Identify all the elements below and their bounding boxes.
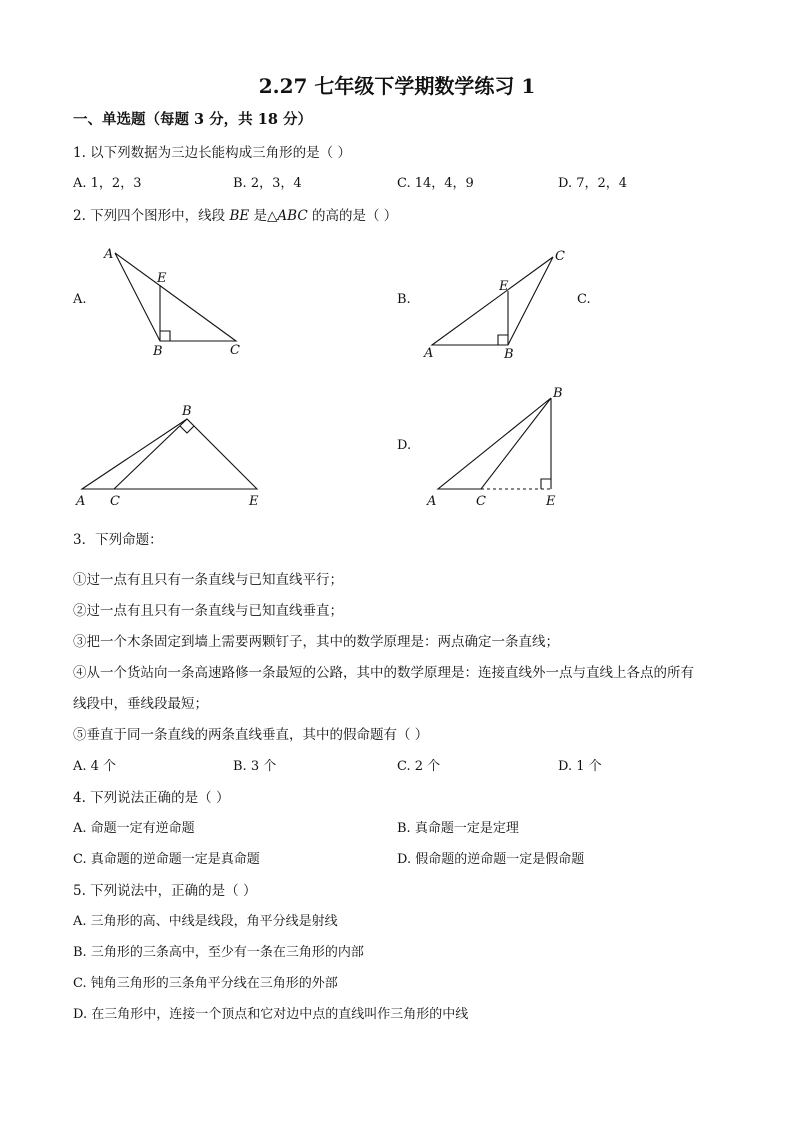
q4-option-a: A. 命题一定有逆命题 <box>73 821 195 836</box>
q4-option-b: B. 真命题一定是定理 <box>397 821 519 836</box>
q3-option-a: A. 4 个 <box>73 759 117 774</box>
q5-option-a: A. 三角形的高、中线是线段，角平分线是射线 <box>73 914 338 929</box>
q5-option-c: C. 钝角三角形的三条角平分线在三角形的外部 <box>73 976 338 991</box>
q4-option-c: C. 真命题的逆命题一定是真命题 <box>73 852 260 867</box>
q1-option-d: D. 7，2，4 <box>558 176 628 191</box>
fig-a-point-e: E <box>157 271 167 286</box>
fig-a-point-a: A <box>104 247 114 262</box>
q3-option-d: D. 1 个 <box>558 759 602 774</box>
q3-option-b: B. 3 个 <box>233 759 277 774</box>
q5-option-b: B. 三角形的三条高中，至少有一条在三角形的内部 <box>73 945 364 960</box>
page-title: 2.27 七年级下学期数学练习 1 <box>258 74 536 98</box>
q2-stem-segment: BE <box>229 208 250 224</box>
q2-label-b: B. <box>397 292 411 307</box>
fig-c-point-a: A <box>76 494 86 509</box>
q2-stem-triangle: △ABC <box>267 208 308 224</box>
fig-d-point-b: B <box>553 386 563 401</box>
q1-option-b: B. 2，3，4 <box>233 176 302 191</box>
q4-stem: 4. 下列说法正确的是（ ） <box>73 790 230 806</box>
fig-c-point-e: E <box>249 494 259 509</box>
section-heading: 一、单选题（每题 3 分，共 18 分） <box>73 111 312 128</box>
fig-b-point-c: C <box>555 249 565 264</box>
fig-c-point-c: C <box>110 494 120 509</box>
q5-stem: 5. 下列说法中，正确的是（ ） <box>73 883 257 899</box>
q1-option-c: C. 14，4，9 <box>397 176 474 191</box>
q2-stem-mid: 是 <box>249 208 268 224</box>
fig-b-point-e: E <box>499 279 509 294</box>
q3-stem: 3．下列命题： <box>73 532 163 548</box>
q2-stem-after: 的高的是（ ） <box>307 208 398 224</box>
fig-c-point-b: B <box>182 404 192 419</box>
fig-a-point-c: C <box>230 343 240 358</box>
q2-stem-before: 2. 下列四个图形中，线段 <box>73 208 230 224</box>
q3-item-2: ②过一点有且只有一条直线与已知直线垂直； <box>73 603 343 619</box>
q3-item-3: ③把一个木条固定到墙上需要两颗钉子，其中的数学原理是：两点确定一条直线； <box>73 634 559 650</box>
q2-label-d: D. <box>397 438 412 453</box>
q3-item-4-cont: 线段中，垂线段最短； <box>73 696 208 712</box>
fig-a-point-b: B <box>153 344 163 359</box>
q3-option-c: C. 2 个 <box>397 759 441 774</box>
q4-option-d: D. 假命题的逆命题一定是假命题 <box>397 852 585 867</box>
q3-item-4: ④从一个货站向一条高速路修一条最短的公路，其中的数学原理是：连接直线外一点与直线上各点的所有 <box>73 665 694 681</box>
q2-label-a: A. <box>73 292 87 307</box>
fig-d-point-c: C <box>476 494 486 509</box>
q3-item-1: ①过一点有且只有一条直线与已知直线平行； <box>73 572 343 588</box>
q2-label-c: C. <box>577 292 591 307</box>
q5-option-d: D. 在三角形中，连接一个顶点和它对边中点的直线叫作三角形的中线 <box>73 1007 469 1022</box>
fig-d-point-a: A <box>427 494 437 509</box>
fig-b-point-a: A <box>424 346 434 361</box>
q1-stem: 1. 以下列数据为三边长能构成三角形的是（ ） <box>73 145 351 161</box>
q1-option-a: A. 1，2，3 <box>73 176 142 191</box>
q3-item-5: ⑤垂直于同一条直线的两条直线垂直，其中的假命题有（ ） <box>73 727 429 743</box>
fig-b-point-b: B <box>504 347 514 362</box>
fig-d-point-e: E <box>546 494 556 509</box>
